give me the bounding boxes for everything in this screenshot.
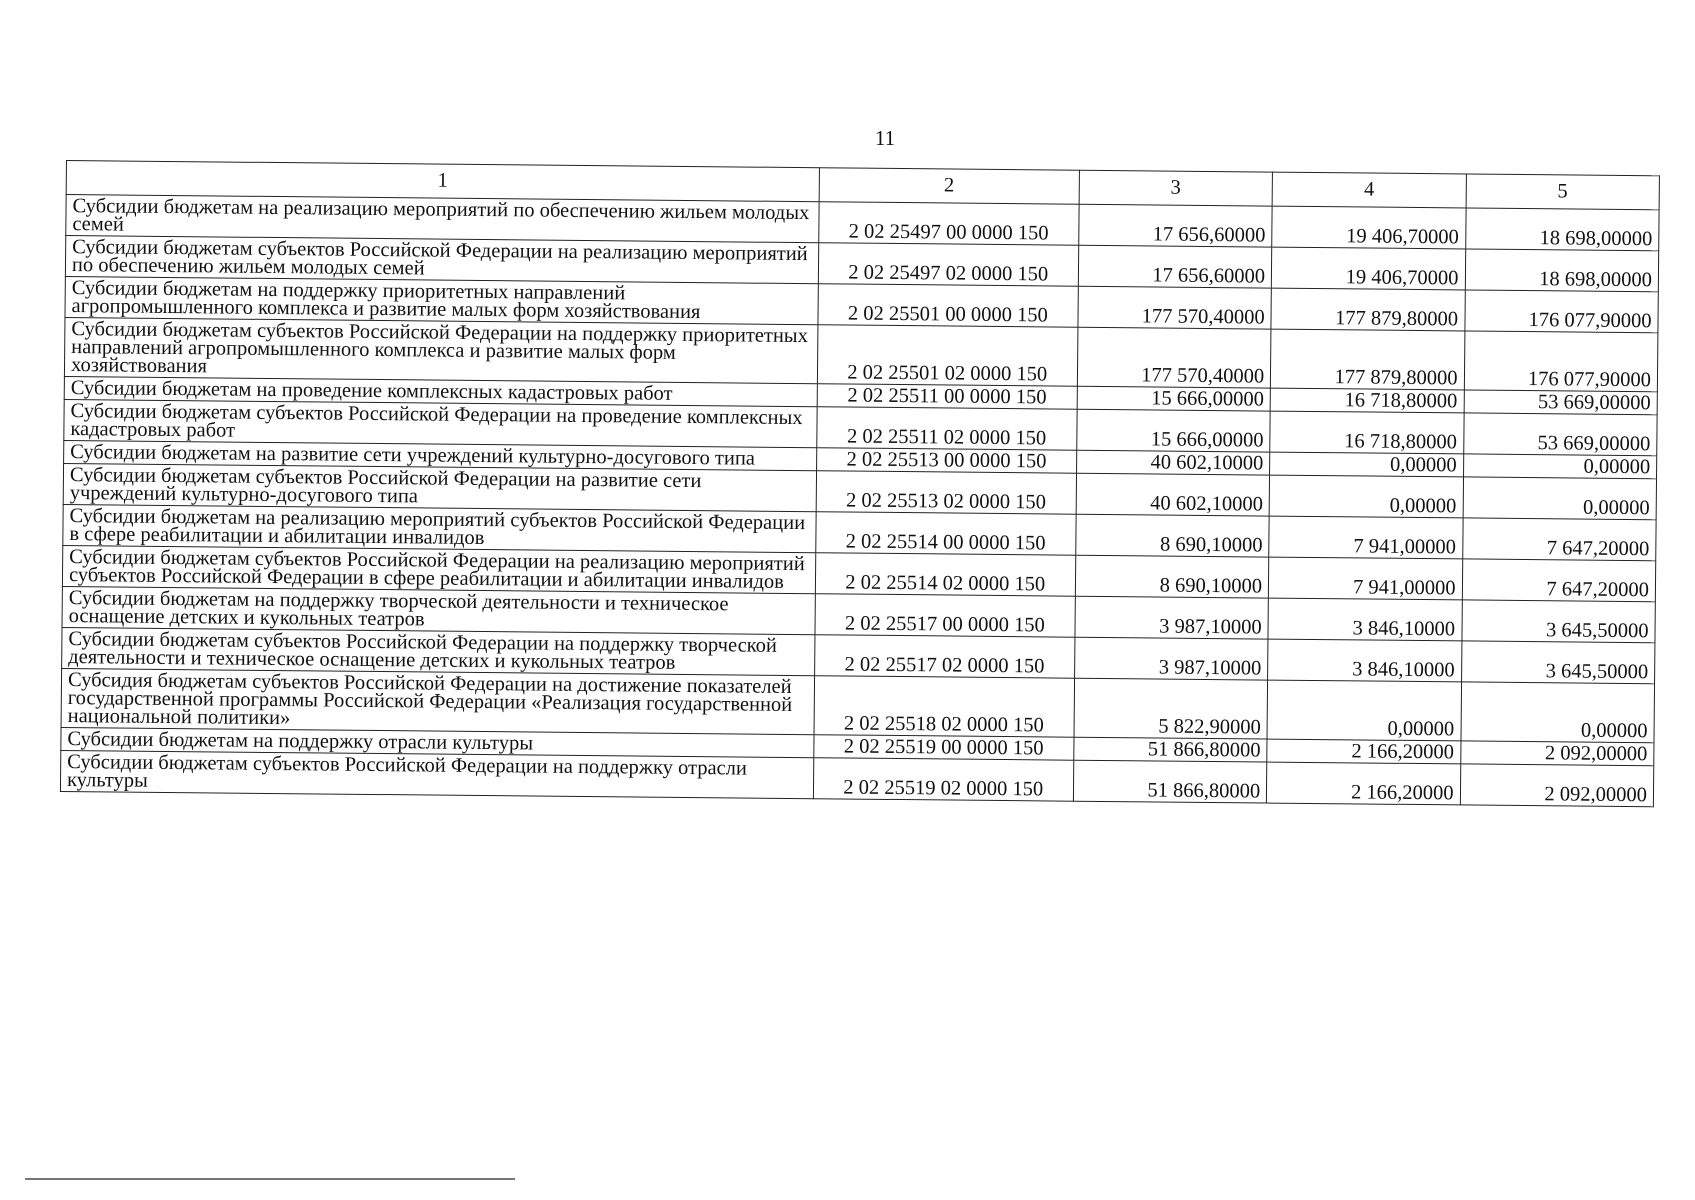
row-value-5: 53 669,00000 [1463, 413, 1657, 456]
row-code: 2 02 25519 00 0000 150 [814, 735, 1074, 760]
row-value-5: 7 647,20000 [1462, 559, 1656, 602]
row-value-3: 177 570,40000 [1078, 286, 1272, 329]
row-name: Субсидии бюджетам субъектов Российской Федерации на поддержку отрасли культуры [60, 750, 813, 798]
row-code: 2 02 25517 00 0000 150 [815, 594, 1075, 637]
footer-divider [25, 1178, 515, 1180]
row-value-5: 2 092,00000 [1460, 764, 1654, 807]
row-value-3: 51 866,80000 [1073, 760, 1267, 803]
row-value-3: 177 570,40000 [1077, 327, 1271, 388]
row-code: 2 02 25501 00 0000 150 [818, 284, 1078, 327]
row-value-3: 17 656,60000 [1078, 245, 1272, 288]
row-value-5: 2 092,00000 [1460, 741, 1654, 766]
column-header-2: 2 [819, 168, 1079, 204]
row-value-4: 7 941,00000 [1269, 516, 1463, 559]
row-name: Субсидии бюджетам на проведение комплексных кадастровых работ [64, 376, 817, 406]
row-value-5: 0,00000 [1463, 477, 1657, 520]
row-value-4: 3 846,10000 [1268, 639, 1462, 682]
row-value-3: 8 690,10000 [1075, 555, 1269, 598]
row-value-5: 18 698,00000 [1465, 208, 1659, 251]
column-header-3: 3 [1079, 170, 1273, 206]
row-name: Субсидия бюджетам субъектов Российской Федерации на достижение показателей государственной программы Российской Федерации «Реализация государственной национальной политики» [61, 668, 814, 734]
row-value-4: 2 166,20000 [1267, 739, 1461, 764]
row-name: Субсидии бюджетам субъектов Российской Федерации на реализацию мероприятий по обеспечению жильем молодых семей [65, 236, 818, 284]
row-value-5: 3 645,50000 [1461, 641, 1655, 684]
row-value-5: 176 077,90000 [1464, 331, 1658, 392]
row-code: 2 02 25513 00 0000 150 [816, 448, 1076, 473]
row-name: Субсидии бюджетам субъектов Российской Федерации на проведение комплексных кадастровых работ [64, 399, 817, 447]
row-code: 2 02 25519 02 0000 150 [813, 758, 1073, 801]
row-value-3: 17 656,60000 [1078, 204, 1272, 247]
row-value-4: 0,00000 [1267, 680, 1461, 741]
column-header-4: 4 [1272, 172, 1466, 208]
row-code: 2 02 25511 00 0000 150 [817, 384, 1077, 409]
row-value-3: 3 987,10000 [1075, 596, 1269, 639]
row-name: Субсидии бюджетам на реализацию мероприятий по обеспечению жильем молодых семей [66, 195, 819, 243]
row-code: 2 02 25514 02 0000 150 [815, 553, 1075, 596]
row-value-5: 7 647,20000 [1462, 518, 1656, 561]
row-name: Субсидии бюджетам на поддержку отрасли культуры [61, 727, 814, 757]
row-value-4: 177 879,80000 [1271, 288, 1465, 331]
budget-table [60, 160, 1660, 807]
column-header-5: 5 [1466, 174, 1660, 210]
row-value-4: 3 846,10000 [1268, 598, 1462, 641]
row-value-5: 3 645,50000 [1461, 600, 1655, 643]
row-value-3: 40 602,10000 [1076, 450, 1270, 475]
row-name: Субсидии бюджетам субъектов Российской Федерации на поддержку творческой деятельности и техническое оснащение детских и кукольных театров [62, 627, 815, 675]
row-name: Субсидии бюджетам на развитие сети учреждений культурно-досугового типа [64, 440, 817, 470]
row-value-4: 177 879,80000 [1271, 329, 1465, 390]
column-header-1: 1 [66, 161, 819, 202]
row-code: 2 02 25497 00 0000 150 [819, 202, 1079, 245]
table-body [60, 195, 1659, 807]
row-name: Субсидии бюджетам субъектов Российской Федерации на реализацию мероприятий субъектов Российской Федерации в сфере реабилитации и абилитации инвалидов [62, 545, 815, 593]
row-value-4: 16 718,80000 [1270, 388, 1464, 413]
row-value-4: 16 718,80000 [1270, 411, 1464, 454]
row-code: 2 02 25511 02 0000 150 [817, 407, 1077, 450]
row-value-3: 51 866,80000 [1074, 737, 1268, 762]
row-value-3: 5 822,90000 [1074, 678, 1268, 739]
row-code: 2 02 25514 00 0000 150 [816, 512, 1076, 555]
row-name: Субсидии бюджетам на поддержку творческой деятельности и техническое оснащение детских и кукольных театров [62, 586, 815, 634]
row-value-4: 7 941,00000 [1269, 557, 1463, 600]
row-value-3: 40 602,10000 [1076, 473, 1270, 516]
row-name: Субсидии бюджетам на поддержку приоритетных направлений агропромышленного комплекса и развитие малых форм хозяйствования [65, 276, 818, 324]
row-value-4: 19 406,70000 [1272, 206, 1466, 249]
row-value-4: 2 166,20000 [1267, 762, 1461, 805]
row-value-3: 8 690,10000 [1076, 514, 1270, 557]
row-code: 2 02 25517 02 0000 150 [814, 635, 1074, 678]
row-value-3: 15 666,00000 [1077, 386, 1271, 411]
row-value-4: 0,00000 [1270, 452, 1464, 477]
row-value-5: 176 077,90000 [1464, 290, 1658, 333]
row-value-5: 0,00000 [1463, 454, 1657, 479]
row-value-5: 0,00000 [1461, 682, 1655, 743]
table-container [60, 160, 1660, 807]
row-value-5: 18 698,00000 [1465, 249, 1659, 292]
row-name: Субсидии бюджетам субъектов Российской Федерации на развитие сети учреждений культурно-досугового типа [63, 463, 816, 511]
row-code: 2 02 25518 02 0000 150 [814, 676, 1075, 737]
row-name: Субсидии бюджетам на реализацию мероприятий субъектов Российской Федерации в сфере реабилитации и абилитации инвалидов [63, 504, 816, 552]
page-number: 11 [874, 126, 896, 150]
row-value-3: 3 987,10000 [1074, 637, 1268, 680]
row-code: 2 02 25501 02 0000 150 [817, 325, 1078, 386]
row-value-4: 19 406,70000 [1271, 247, 1465, 290]
row-value-4: 0,00000 [1269, 475, 1463, 518]
row-name: Субсидии бюджетам субъектов Российской Федерации на поддержку приоритетных направлений агропромышленного комплекса и развитие малых форм хозяйствования [64, 317, 817, 383]
row-code: 2 02 25497 02 0000 150 [818, 243, 1078, 286]
row-value-3: 15 666,00000 [1077, 409, 1271, 452]
row-code: 2 02 25513 02 0000 150 [816, 471, 1076, 514]
row-value-5: 53 669,00000 [1464, 390, 1658, 415]
